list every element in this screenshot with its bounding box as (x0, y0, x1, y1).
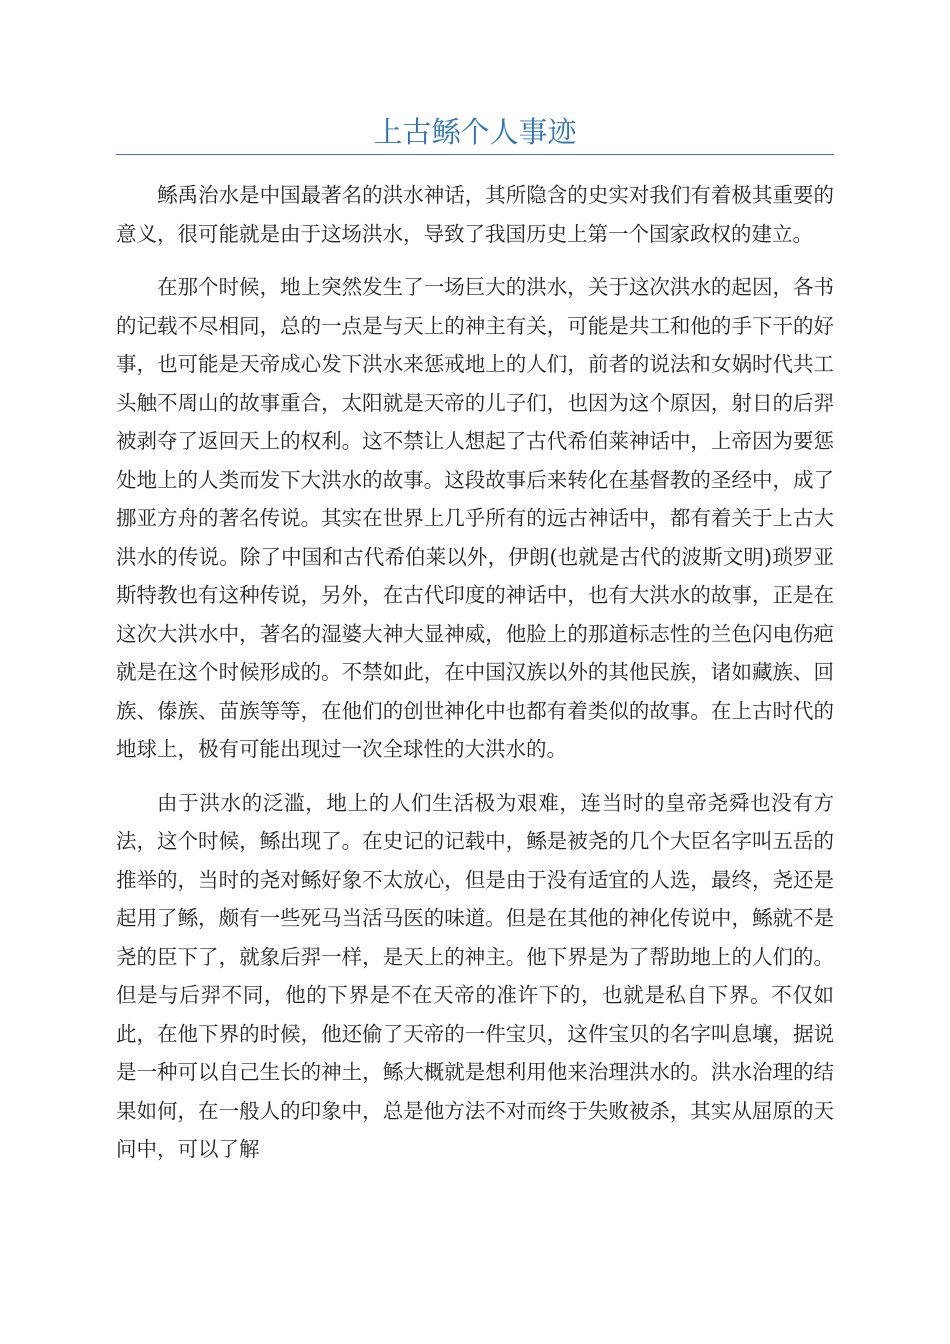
paragraph-3: 由于洪水的泛滥，地上的人们生活极为艰难，连当时的皇帝尧舜也没有方法，这个时候，鲧出现了。在史记的记载中，鲧是被尧的几个大臣名字叫五岳的推举的，当时的尧对鲧好象不太放心，但是由于没有适宜的人选，最终，尧还是起用了鲧，颇有一些死马当活马医的味道。但是在其他的神化传说中，鲧就不是尧的臣下了，就象后羿一样，是天上的神主。他下界是为了帮助地上的人们的。但是与后羿不同，他的下界是不在天帝的准许下的，也就是私自下界。不仅如此，在他下界的时候，他还偷了天帝的一件宝贝，这件宝贝的名字叫息壤，据说是一种可以自己生长的神土，鲧大概就是想利用他来治理洪水的。洪水治理的结果如何，在一般人的印象中，总是他方法不对而终于失败被杀，其实从屈原的天问中，可以了解 (116, 790, 834, 1161)
document-body (116, 176, 834, 1184)
paragraph-1: 鲧禹治水是中国最著名的洪水神话，其所隐含的史实对我们有着极其重要的意义，很可能就是由于这场洪水，导致了我国历史上第一个国家政权的建立。 (116, 183, 834, 246)
paragraph-2: 在那个时候，地上突然发生了一场巨大的洪水，关于这次洪水的起因，各书的记载不尽相同，总的一点是与天上的神主有关，可能是共工和他的手下干的好事，也可能是天帝成心发下洪水来惩戒地上的人们，前者的说法和女娲时代共工头触不周山的故事重合，太阳就是天帝的儿子们，也因为这个原因，射日的后羿被剥夺了返回天上的权利。这不禁让人想起了古代希伯莱神话中，上帝因为要惩处地上的人类而发下大洪水的故事。这段故事后来转化在基督教的圣经中，成了挪亚方舟的著名传说。其实在世界上几乎所有的远古神话中，都有着关于上古大洪水的传说。除了中国和古代希伯莱以外，伊朗(也就是古代的波斯文明)琐罗亚斯特教也有这种传说，另外，在古代印度的神话中，也有大洪水的故事，正是在这次大洪水中，著名的湿婆大神大显神威，他脸上的那道标志性的兰色闪电伤疤就是在这个时候形成的。不禁如此，在中国汉族以外的其他民族，诸如藏族、回族、傣族、苗族等等，在他们的创世神化中也都有着类似的故事。在上古时代的地球上，极有可能出现过一次全球性的大洪水的。 (116, 275, 834, 761)
document-title: 上古鲧个人事迹 (373, 115, 577, 149)
title-underline (116, 154, 834, 155)
